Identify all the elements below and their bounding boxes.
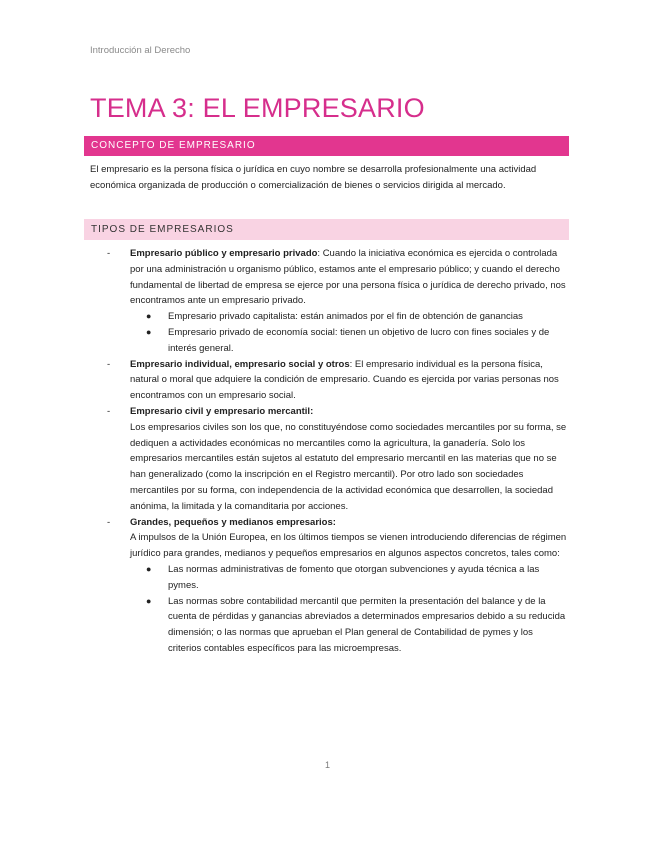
list-item <box>90 404 568 515</box>
tipos-list <box>90 246 568 657</box>
sub-item-text: Empresario privado capitalista: están animados por el fin de obtención de ganancias <box>168 311 523 323</box>
item-text: : El empresario individual es la persona física, natural o moral que adquiere la condición de empresario. Cuando es ejercida por varias personas nos encontramos con un empresario social. <box>130 358 559 402</box>
item-title: Empresario individual, empresario social y otros <box>130 358 350 370</box>
list-item <box>90 246 568 309</box>
item-text: : Cuando la iniciativa económica es ejercida o controlada por una administración u organismo público, estamos ante el empresario público; y cuando el derecho fundamental de libertad de empresa se ejerce por una persona física o jurídica de derecho privado, nos encontramos ante un empresario privado. <box>130 248 566 307</box>
item-paragraph: A impulsos de la Unión Europea, en los últimos tiempos se vienen introduciendo diferencias de régimen jurídico para grandes, medianos y pequeños empresarios en algunos aspectos concretos, tales como: <box>130 532 567 560</box>
list-item <box>90 515 568 562</box>
item-title: Empresario civil y empresario mercantil <box>130 405 311 417</box>
running-header: Introducción al Derecho <box>90 45 191 56</box>
item-title: Empresario público y empresario privado <box>130 248 318 259</box>
item-paragraph: Los empresarios civiles son los que, no constituyéndose como sociedades mercantiles por su forma, se dediquen a actividades económicas no mercantiles como la agricultura, la ganadería. Solo los empresarios mercantiles están sujetos al estatuto del empresario mercantil en las materias que no se han generalizado (como la inscripción en el Registro mercantil). Por otro lado son sociedades mercantiles por su forma, con independencia de la actividad económica que desarrollen, la sociedad anónima, la limitada y la comanditaria por acciones. <box>130 421 567 512</box>
page-number: 1 <box>324 760 330 770</box>
item-text: : <box>332 516 336 528</box>
sub-list-item <box>90 594 568 657</box>
sub-list-item <box>90 309 568 325</box>
dash-marker: - <box>107 516 111 528</box>
bullet-dot-icon: ● <box>146 563 152 574</box>
section-heading-tipos: TIPOS DE EMPRESARIOS <box>84 219 569 240</box>
dash-marker: - <box>107 248 111 259</box>
sub-item-text: Empresario privado de economía social: tienen un objetivo de lucro con fines sociales y de interés general. <box>168 326 550 354</box>
item-title: Grandes, pequeños y medianos empresarios <box>130 516 333 528</box>
sub-list-item <box>90 325 568 357</box>
bullet-dot-icon: ● <box>146 595 152 606</box>
dash-marker: - <box>107 405 111 417</box>
bullet-dot-icon: ● <box>146 326 152 337</box>
page-title: TEMA 3: EL EMPRESARIO <box>90 93 425 123</box>
sub-list-item <box>90 562 568 594</box>
item-text: : <box>310 405 314 417</box>
bullet-dot-icon: ● <box>146 311 152 322</box>
concepto-paragraph: El empresario es la persona física o jurídica en cuyo nombre se desarrolla profesionalmente una actividad económica organizada de producción o comercialización de bienes o servicios dirigida al mercado. <box>90 164 537 191</box>
list-item <box>90 357 568 404</box>
section-heading-concepto: CONCEPTO DE EMPRESARIO <box>84 136 569 156</box>
sub-item-text: Las normas sobre contabilidad mercantil que permiten la presentación del balance y de la cuenta de pérdidas y ganancias abreviados a determinados empresarios debido a su reducida dimensión; o las normas que aprueban el Plan general de Contabilidad de pymes y los criterios contables específicos para las microempresas. <box>168 595 566 654</box>
dash-marker: - <box>107 358 111 370</box>
sub-item-text: Las normas administrativas de fomento que otorgan subvenciones y ayuda técnica a las pymes. <box>168 563 540 591</box>
